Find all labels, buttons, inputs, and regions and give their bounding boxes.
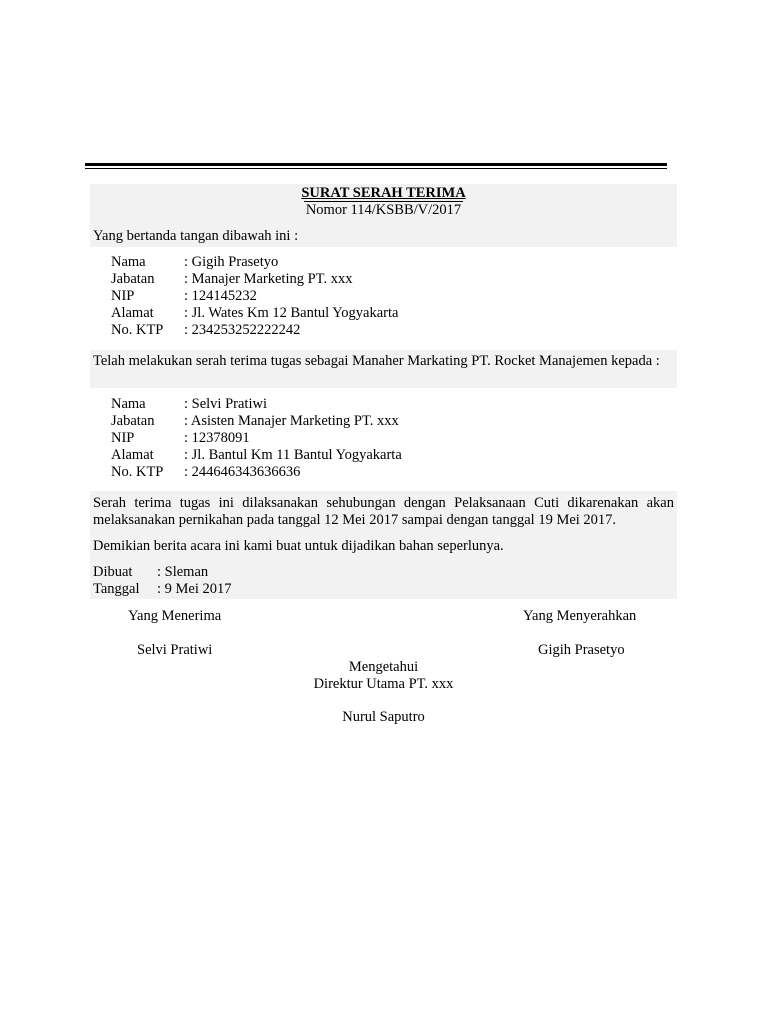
header-rule-thick bbox=[85, 163, 667, 166]
date-row bbox=[93, 581, 232, 598]
info-value: : 244646343636636 bbox=[184, 464, 301, 480]
info-label: Jabatan bbox=[111, 271, 155, 287]
info-value: : Selvi Pratiwi bbox=[184, 396, 267, 412]
info-value: : Gigih Prasetyo bbox=[184, 254, 279, 270]
info-value: : Manajer Marketing PT. xxx bbox=[184, 271, 353, 287]
handover-paragraph: Telah melakukan serah terima tugas sebagai Manaher Markating PT. Rocket Manajemen kepada : bbox=[93, 353, 660, 369]
giver-name: Gigih Prasetyo bbox=[538, 642, 625, 658]
place-value: : Sleman bbox=[157, 564, 209, 580]
giver-label: Yang Menyerahkan bbox=[523, 608, 637, 624]
info-row bbox=[111, 413, 402, 430]
info-row bbox=[111, 447, 402, 464]
info-label: No. KTP bbox=[111, 322, 164, 338]
reason-paragraph: Serah terima tugas ini dilaksanakan sehubungan dengan Pelaksanaan Cuti dikarenakan akan melaksanakan pernikahan pada tanggal 12 Mei 2017 sampai dengan tanggal 19 Mei 2017. bbox=[93, 495, 674, 528]
info-label: NIP bbox=[111, 430, 135, 446]
info-label: Alamat bbox=[111, 305, 154, 321]
intro-text: Yang bertanda tangan dibawah ini : bbox=[93, 228, 299, 244]
info-row bbox=[111, 271, 398, 288]
info-label: Alamat bbox=[111, 447, 154, 463]
second-party-info bbox=[111, 396, 402, 481]
header-rule-thin bbox=[85, 168, 667, 169]
first-party-info bbox=[111, 254, 398, 339]
info-row bbox=[111, 305, 398, 322]
info-row bbox=[111, 430, 402, 447]
place-row bbox=[93, 564, 232, 581]
acknowledged-label: Mengetahui bbox=[348, 659, 419, 675]
date-value: : 9 Mei 2017 bbox=[157, 581, 232, 597]
receiver-name: Selvi Pratiwi bbox=[137, 642, 213, 658]
info-value: : 12378091 bbox=[184, 430, 250, 446]
info-value: : Jl. Wates Km 12 Bantul Yogyakarta bbox=[184, 305, 399, 321]
info-row bbox=[111, 288, 398, 305]
info-label: Nama bbox=[111, 396, 146, 412]
info-row bbox=[111, 396, 402, 413]
info-row bbox=[111, 464, 402, 481]
info-label: Jabatan bbox=[111, 413, 155, 429]
place-date-block bbox=[93, 564, 232, 598]
info-value: : 234253252222242 bbox=[184, 322, 301, 338]
info-value: : Jl. Bantul Km 11 Bantul Yogyakarta bbox=[184, 447, 402, 463]
acknowledged-name: Nurul Saputro bbox=[342, 709, 425, 725]
info-label: Nama bbox=[111, 254, 146, 270]
info-label: No. KTP bbox=[111, 464, 164, 480]
place-label: Dibuat bbox=[93, 564, 133, 580]
info-label: NIP bbox=[111, 288, 135, 304]
closing-paragraph: Demikian berita acara ini kami buat untuk dijadikan bahan seperlunya. bbox=[93, 538, 504, 554]
info-row bbox=[111, 322, 398, 339]
document-number: Nomor 114/KSBB/V/2017 bbox=[305, 202, 462, 218]
document-title: SURAT SERAH TERIMA bbox=[301, 185, 466, 201]
date-label: Tanggal bbox=[93, 581, 140, 597]
receiver-label: Yang Menerima bbox=[128, 608, 222, 624]
info-value: : 124145232 bbox=[184, 288, 257, 304]
info-value: : Asisten Manajer Marketing PT. xxx bbox=[184, 413, 399, 429]
acknowledged-title: Direktur Utama PT. xxx bbox=[313, 676, 454, 692]
info-row bbox=[111, 254, 398, 271]
